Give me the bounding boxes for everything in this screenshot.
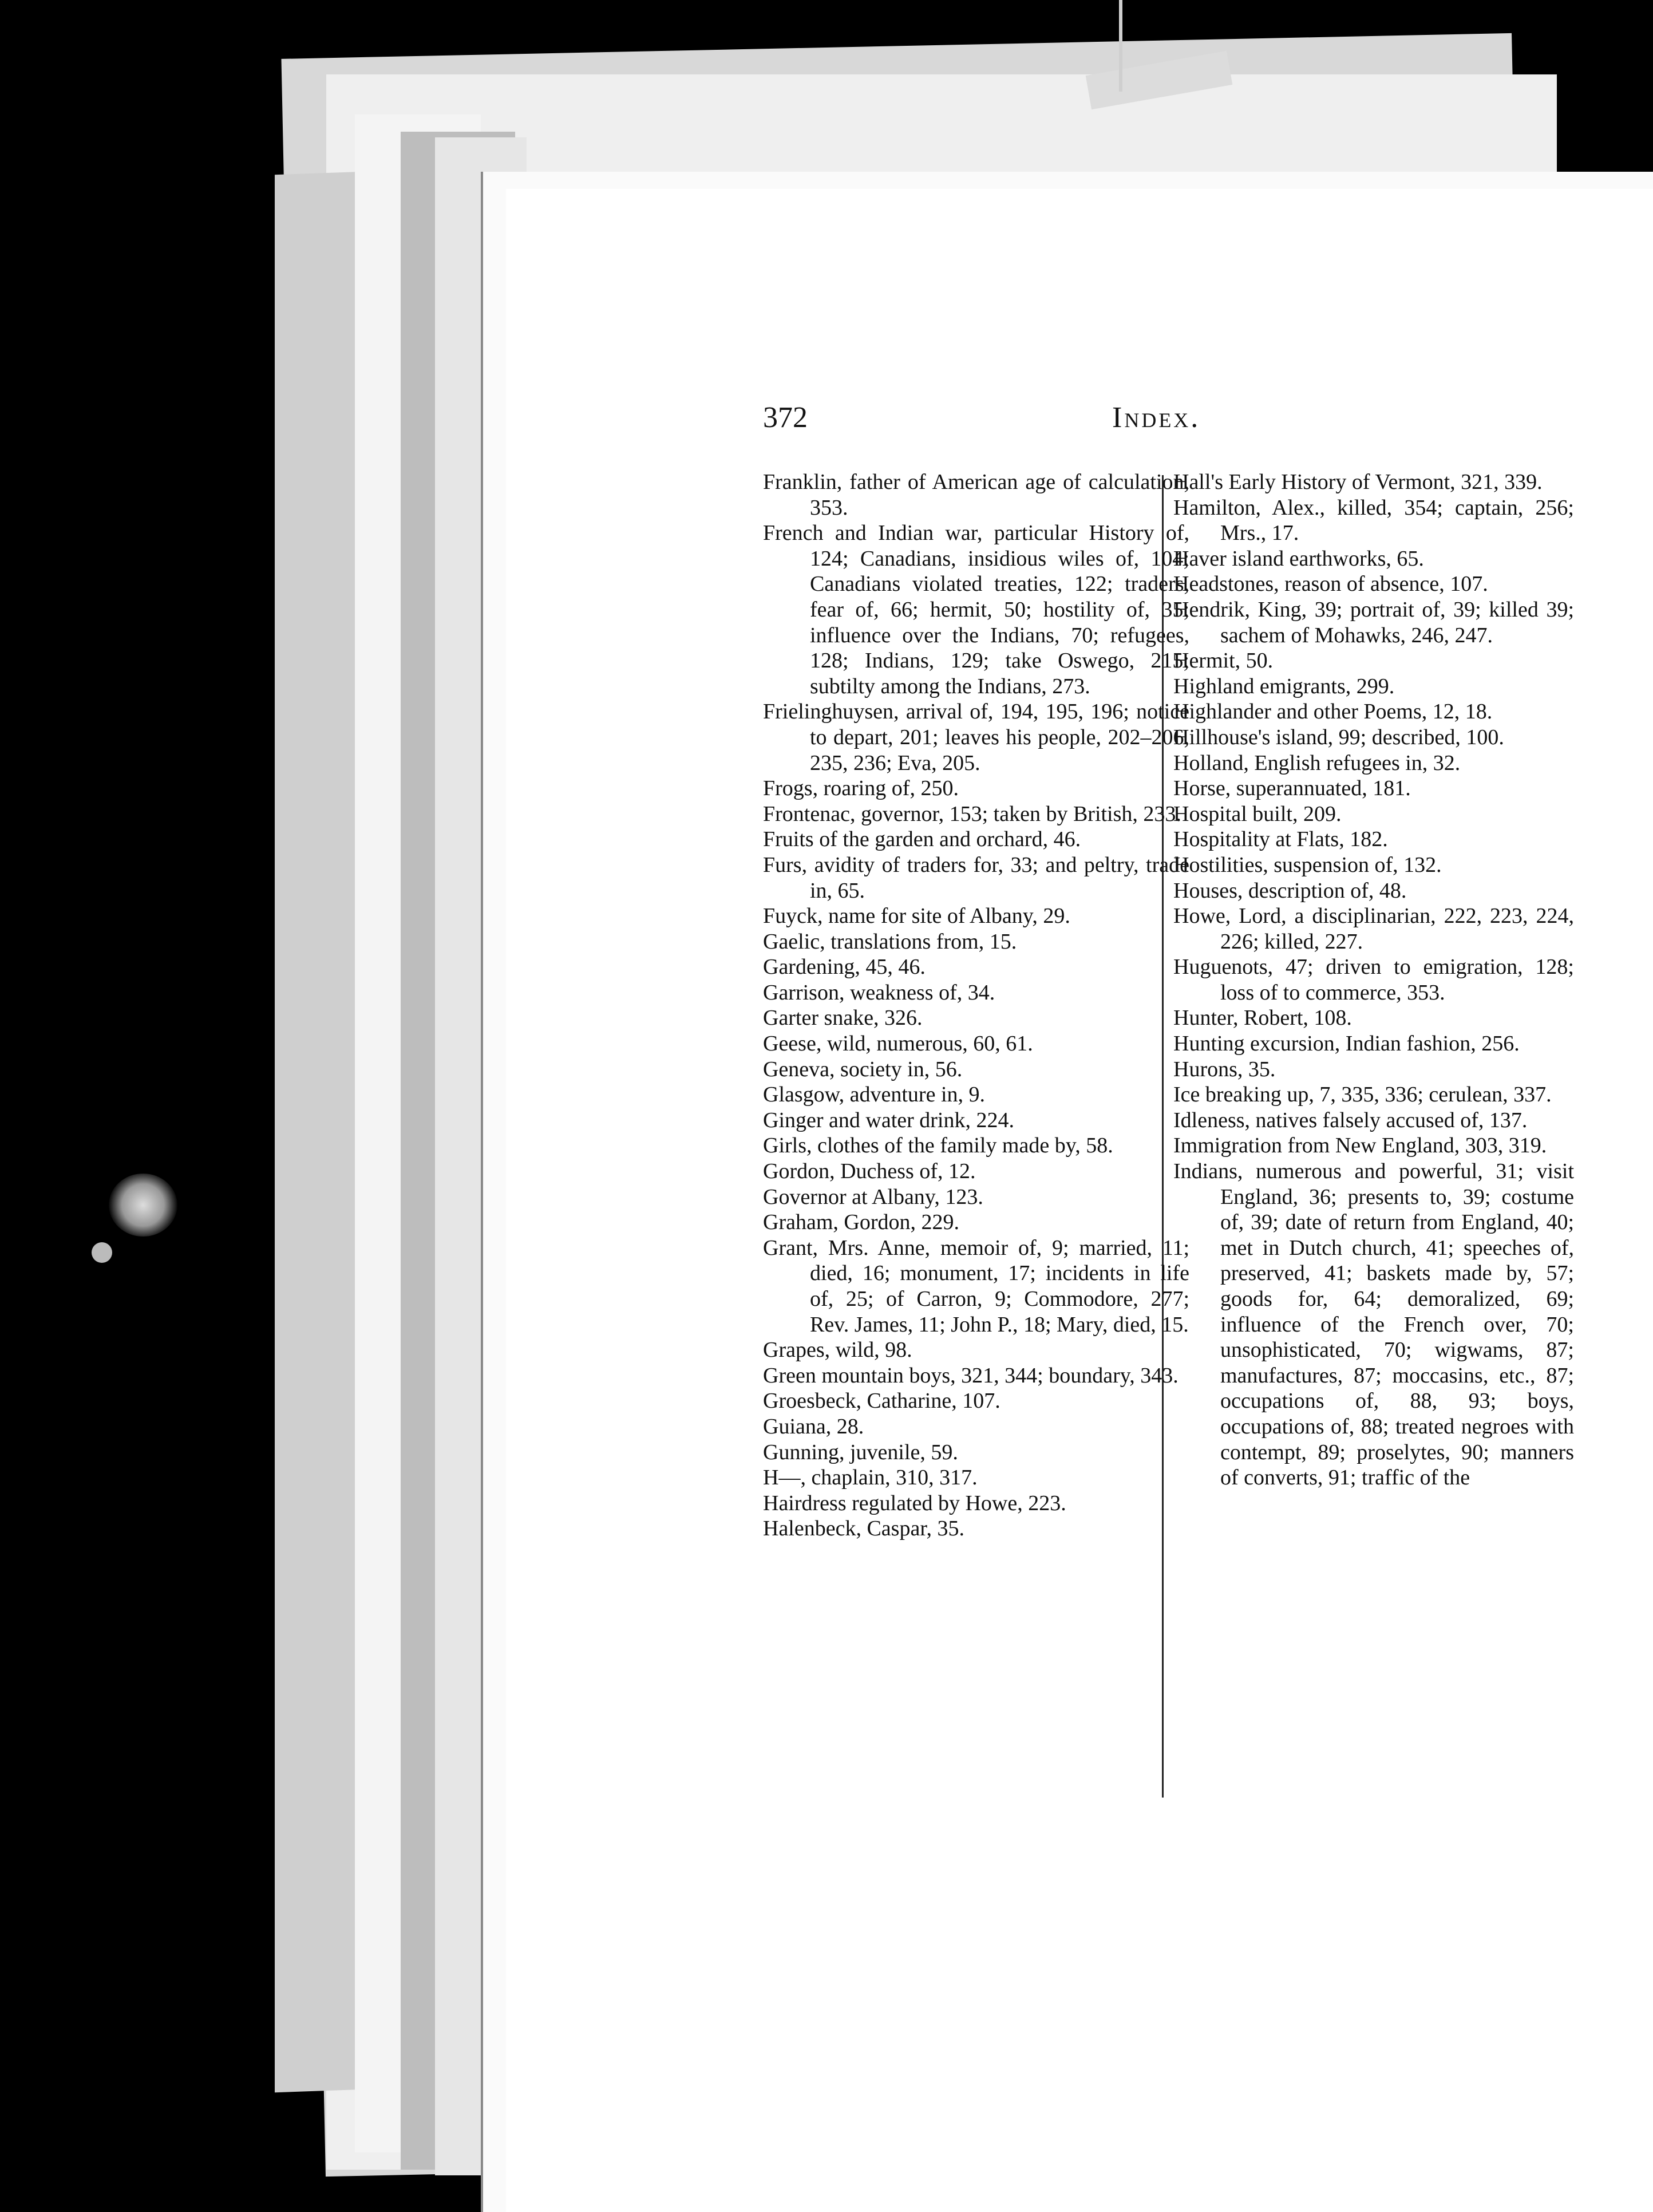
index-entry: Hunter, Robert, 108. (1173, 1006, 1352, 1030)
index-entry: Garrison, weakness of, 34. (763, 980, 995, 1005)
index-entry: Guiana, 28. (763, 1414, 864, 1439)
index-entry: Grapes, wild, 98. (763, 1338, 912, 1362)
index-entry: Highlander and other Poems, 12, 18. (1173, 700, 1493, 724)
index-entry: Governor at Albany, 123. (763, 1184, 983, 1209)
index-entry: Glasgow, adventure in, 9. (763, 1083, 985, 1107)
index-entry: Green mountain boys, 321, 344; boundary, 343. (763, 1363, 1179, 1388)
index-entry: Hillhouse's island, 99; described, 100. (1173, 725, 1504, 749)
index-entry: Horse, superannuated, 181. (1173, 776, 1411, 801)
index-entry: Garter snake, 326. (763, 1006, 923, 1030)
index-entry: Groesbeck, Catharine, 107. (763, 1389, 1000, 1413)
index-entry: Graham, Gordon, 229. (763, 1210, 959, 1235)
index-entry: Immigration from New England, 303, 319. (1173, 1133, 1547, 1158)
index-entry: Hendrik, King, 39; portrait of, 39; killed 39; sachem of Mohawks, 246, 247. (1173, 597, 1574, 647)
index-entry: Hamilton, Alex., killed, 354; captain, 256; Mrs., 17. (1173, 495, 1574, 546)
dust-speck (92, 1242, 112, 1263)
index-entry: Hospital built, 209. (1173, 801, 1342, 826)
index-entry: Geneva, society in, 56. (763, 1057, 963, 1081)
index-entry: Ginger and water drink, 224. (763, 1108, 1014, 1132)
index-entry: Huguenots, 47; driven to emigration, 128; loss of to commerce, 353. (1173, 955, 1574, 1005)
index-entry: Hospitality at Flats, 182. (1173, 827, 1388, 852)
index-entry: Gordon, Duchess of, 12. (763, 1159, 976, 1184)
index-entry: Indians, numerous and powerful, 31; visit England, 36; presents to, 39; costume of, 39; date of return from England, 40; met in Dutch church, 41; speeches of, preserved, 41; baskets made by, 57; goods for, 64; demoralized, 69; influence of the French over, 70; unsophisticated, 70; wigwams, 87; manufactures, 87; moccasins, etc., 87; occupations of, 88, 93; boys, occupations of, 88; treated negroes with contempt, 89; proselytes, 90; manners of converts, 91; traffic of the (1173, 1159, 1574, 1490)
index-entry: Frontenac, governor, 153; taken by British, 233. (763, 801, 1181, 826)
index-entry: Gardening, 45, 46. (763, 955, 926, 979)
index-entry: Frogs, roaring of, 250. (763, 776, 959, 801)
index-entry: Idleness, natives falsely accused of, 137. (1173, 1108, 1528, 1132)
index-entry: Hostilities, suspension of, 132. (1173, 852, 1442, 877)
running-title: Index. (1112, 401, 1201, 434)
index-entry: Halenbeck, Caspar, 35. (763, 1516, 964, 1541)
index-entry: Fuyck, name for site of Albany, 29. (763, 904, 1070, 929)
index-entry: Grant, Mrs. Anne, memoir of, 9; married, 11; died, 16; monument, 17; incidents in life of, 25; of Carron, 9; Commodore, 277; Rev. James, 11; John P., 18; Mary, died, 15. (763, 1235, 1189, 1337)
index-entry: Ice breaking up, 7, 335, 336; cerulean, 337. (1173, 1083, 1552, 1107)
index-entry: Hurons, 35. (1173, 1057, 1276, 1081)
index-entry: Furs, avidity of traders for, 33; and peltry, trade in, 65. (763, 852, 1189, 903)
index-entry: Gunning, juvenile, 59. (763, 1440, 958, 1464)
index-entry: Haver island earthworks, 65. (1173, 546, 1424, 571)
index-entry: Girls, clothes of the family made by, 58. (763, 1133, 1113, 1158)
index-entry: Frielinghuysen, arrival of, 194, 195, 196; notice to depart, 201; leaves his people, 202–206, 235, 236; Eva, 205. (763, 700, 1189, 775)
index-entry: Holland, English refugees in, 32. (1173, 750, 1461, 775)
bookmark-string (1119, 0, 1122, 92)
index-entry: Hairdress regulated by Howe, 223. (763, 1491, 1066, 1515)
index-entry: Headstones, reason of absence, 107. (1173, 572, 1488, 597)
page-header (763, 401, 1564, 441)
index-entry: Houses, description of, 48. (1173, 878, 1407, 903)
page-number: 372 (763, 401, 808, 434)
index-entry: French and Indian war, particular History of, 124; Canadians, insidious wiles of, 104; Canadians violated treaties, 122; traders, fear of, 66; hermit, 50; hostility of, 35; influence over the Indians, 70; refugees, 128; Indians, 129; take Oswego, 215; subtilty among the Indians, 273. (763, 521, 1189, 698)
index-entry: Fruits of the garden and orchard, 46. (763, 827, 1081, 852)
index-entry: Hall's Early History of Vermont, 321, 339. (1173, 470, 1543, 494)
index-entry: Highland emigrants, 299. (1173, 674, 1395, 698)
index-column-right (1173, 469, 1574, 1491)
index-entry: Gaelic, translations from, 15. (763, 929, 1017, 954)
index-entry: H—, chaplain, 310, 317. (763, 1466, 978, 1490)
index-entry: Hunting excursion, Indian fashion, 256. (1173, 1032, 1520, 1056)
dust-speck (109, 1174, 177, 1237)
index-entry: Franklin, father of American age of calculation, 353. (763, 470, 1189, 520)
index-column-left (763, 469, 1189, 1542)
index-entry: Howe, Lord, a disciplinarian, 222, 223, 224, 226; killed, 227. (1173, 904, 1574, 954)
index-entry: Geese, wild, numerous, 60, 61. (763, 1032, 1033, 1056)
index-entry: Hermit, 50. (1173, 649, 1274, 673)
